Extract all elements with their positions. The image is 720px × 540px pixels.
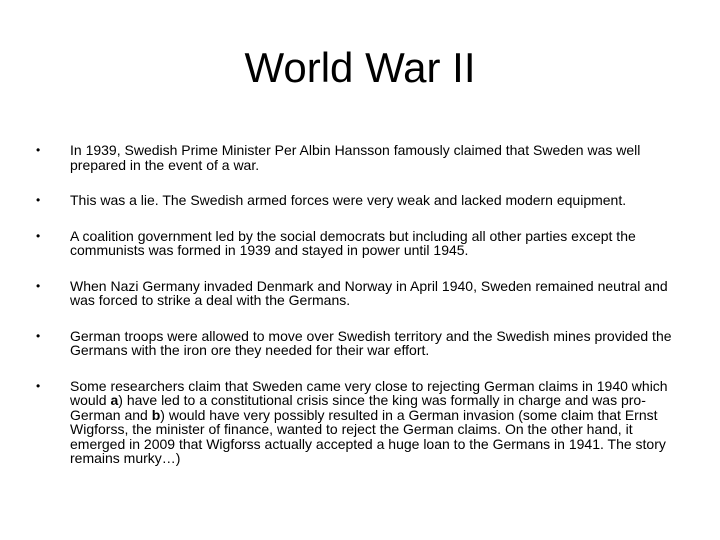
bullet-text — [70, 378, 668, 467]
bullet-text-bold-b: b — [151, 406, 161, 423]
bullet-item — [36, 329, 682, 358]
bullet-text: German troops were allowed to move over Swedish territory and the Swedish mines provided the Germans with the iron ore they needed for their war effort. — [70, 327, 672, 358]
bullet-icon: • — [36, 143, 41, 157]
slide-title: World War II — [244, 44, 476, 91]
bullet-item — [36, 379, 682, 466]
bullet-icon: • — [36, 278, 41, 293]
bullet-text-part: ) would have very possibly resulted in a German invasion (some claim that Ernst Wigforss, the minister of finance, wanted to reject the German claims. On the other hand, it emerged in 2009 that Wigforss actually accepted a huge loan to the Germans in 1941. The story remains murky…) — [70, 406, 666, 466]
bullet-text-bold-a: a — [110, 392, 119, 408]
bullet-item — [36, 143, 682, 172]
bullet-text-part: Some researchers claim that Sweden came very close to rejecting German claims in 1940 which would — [70, 377, 668, 408]
bullet-icon: • — [36, 193, 41, 207]
bullet-text: In 1939, Swedish Prime Minister Per Albin Hansson famously claimed that Sweden was well prepared in the event of a war. — [70, 142, 641, 173]
bullet-item — [36, 279, 682, 308]
bullet-text: A coalition government led by the social democrats but including all other parties except the communists was formed in 1939 and stayed in power until 1945. — [70, 227, 636, 258]
bullet-text: This was a lie. The Swedish armed forces were very weak and lacked modern equipment. — [70, 192, 627, 208]
bullet-icon: • — [36, 378, 41, 393]
bullet-item — [36, 229, 682, 258]
bullet-icon: • — [36, 228, 41, 243]
bullet-icon: • — [36, 328, 41, 343]
bullet-text: When Nazi Germany invaded Denmark and Norway in April 1940, Sweden remained neutral and was forced to strike a deal with the Germans. — [70, 277, 668, 308]
bullet-text-part: ) have led to a constitutional crisis since the king was formally in charge and was pro-German and — [70, 392, 646, 423]
bullet-item — [36, 193, 682, 208]
bullet-list — [36, 143, 682, 487]
